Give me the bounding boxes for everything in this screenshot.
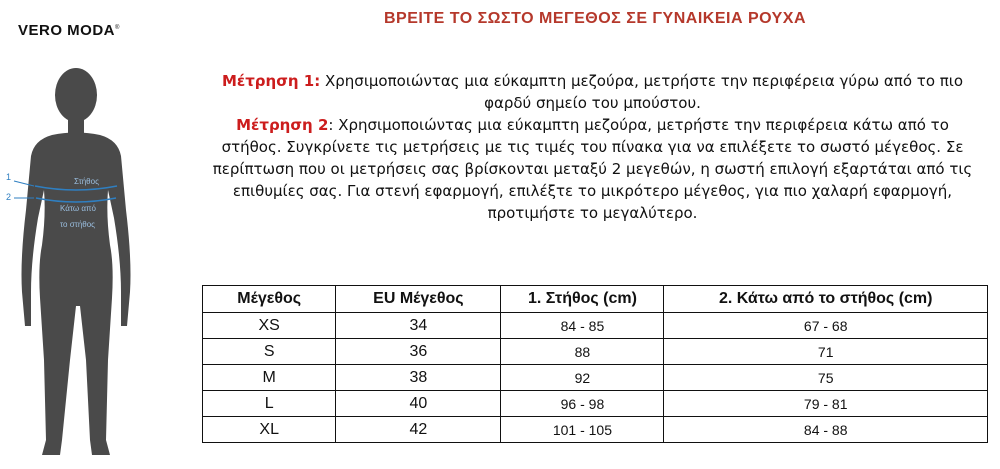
cell-size: XS xyxy=(203,313,336,339)
header-size: Μέγεθος xyxy=(203,286,336,313)
brand-logo xyxy=(18,22,120,39)
cell-size: M xyxy=(203,365,336,391)
cell-underbust: 75 xyxy=(664,365,988,391)
table-row xyxy=(203,391,988,417)
cell-underbust: 79 - 81 xyxy=(664,391,988,417)
cell-chest: 88 xyxy=(501,339,664,365)
chest-label: Στήθος xyxy=(74,177,99,186)
header-underbust: 2. Κάτω από το στήθος (cm) xyxy=(664,286,988,313)
cell-eu-size: 38 xyxy=(336,365,501,391)
cell-size: XL xyxy=(203,417,336,443)
measurement-1-text: Χρησιμοποιώντας μια εύκαμπτη μεζούρα, μετρήστε την περιφέρεια γύρω από το πιο φαρδύ σημείο του μπούστου. xyxy=(320,72,964,112)
header-eu-size: EU Μέγεθος xyxy=(336,286,501,313)
cell-chest: 96 - 98 xyxy=(501,391,664,417)
cell-eu-size: 34 xyxy=(336,313,501,339)
measurement-instructions xyxy=(205,70,980,224)
cell-underbust: 67 - 68 xyxy=(664,313,988,339)
cell-size: L xyxy=(203,391,336,417)
table-row xyxy=(203,365,988,391)
cell-eu-size: 40 xyxy=(336,391,501,417)
measurement-1-paragraph xyxy=(205,70,980,114)
table-row xyxy=(203,313,988,339)
table-header-row xyxy=(203,286,988,313)
page-title: ΒΡΕΙΤΕ ΤΟ ΣΩΣΤΟ ΜΕΓΕΘΟΣ ΣΕ ΓΥΝΑΙΚΕΙΑ ΡΟΥΧΑ xyxy=(383,10,807,27)
body-measurement-figure xyxy=(0,60,150,465)
underbust-label-line2: το στήθος xyxy=(60,220,96,229)
brand-trademark: ® xyxy=(115,25,120,31)
measurement-1-label: Μέτρηση 1: xyxy=(221,72,321,90)
measure-marker-2: 2 xyxy=(6,192,12,202)
header-chest: 1. Στήθος (cm) xyxy=(501,286,664,313)
cell-eu-size: 42 xyxy=(336,417,501,443)
measurement-2-text: : Χρησιμοποιώντας μια εύκαμπτη μεζούρα, μετρήστε την περιφέρεια κάτω από το στήθος. Συγκρίνετε τις μετρήσεις με τις τιμές του πίνακα για να επιλέξετε το σωστό μέγεθος. Σε περίπτωση που οι μετρήσεις σας βρίσκονται μεταξύ 2 μεγεθών, η σωστή επιλογή εξαρτάται από τις επιθυμίες σας. Για στενή εφαρμογή, επιλέξτε το μικρότερο μέγεθος, για πιο χαλαρή εφαρμογή, προτιμήστε το μεγαλύτερο. xyxy=(212,116,973,222)
female-silhouette-icon xyxy=(0,60,150,465)
cell-chest: 92 xyxy=(501,365,664,391)
table-row xyxy=(203,417,988,443)
measure-marker-1: 1 xyxy=(6,172,12,182)
cell-chest: 101 - 105 xyxy=(501,417,664,443)
cell-chest: 84 - 85 xyxy=(501,313,664,339)
measurement-2-paragraph xyxy=(205,114,980,224)
cell-eu-size: 36 xyxy=(336,339,501,365)
cell-size: S xyxy=(203,339,336,365)
cell-underbust: 84 - 88 xyxy=(664,417,988,443)
measurement-2-label: Μέτρηση 2 xyxy=(236,116,329,134)
underbust-label-line1: Κάτω από xyxy=(60,204,96,213)
cell-underbust: 71 xyxy=(664,339,988,365)
size-chart-table xyxy=(202,285,988,443)
table-row xyxy=(203,339,988,365)
brand-name: VERO MODA xyxy=(18,22,116,39)
